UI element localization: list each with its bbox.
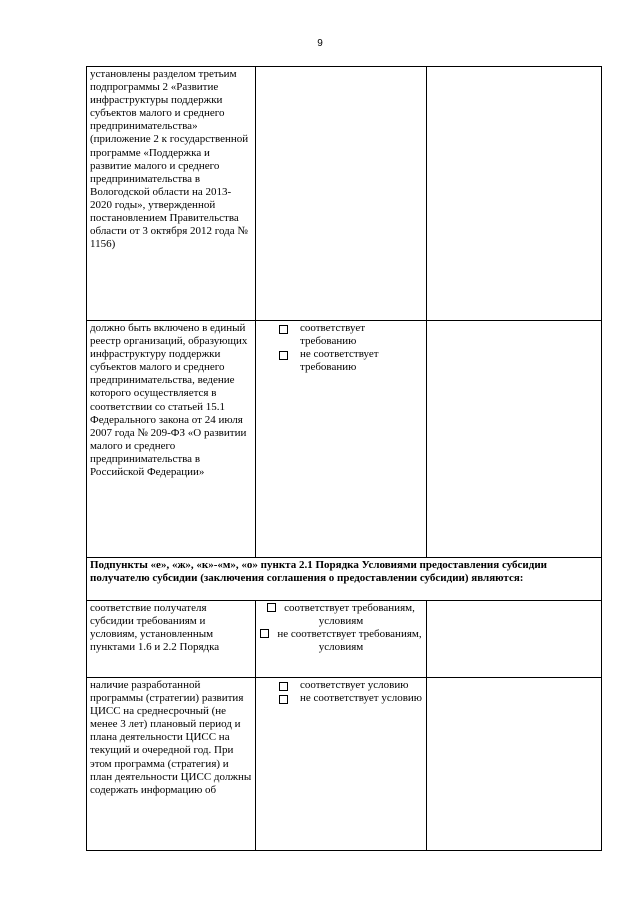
- option-not-complies: [259, 628, 423, 654]
- option-label: не соответствует требованиям, условиям: [277, 628, 422, 654]
- assessment-cell: [256, 678, 427, 851]
- table-row: [87, 321, 602, 558]
- option-not-complies: [259, 692, 423, 705]
- table-row: [87, 678, 602, 851]
- checkbox-icon[interactable]: [279, 682, 288, 691]
- table-row: [87, 601, 602, 678]
- criterion-cell: установлены разделом третьим подпрограммы 2 «Развитие инфраструктуры поддержки субъектов малого и среднего предпринимательства» (приложение 2 к государственной программе «Поддержка и развитие малого и среднего предпринимательства в Вологодской области на 2013-2020 годы», утвержденной постановлением Правительства области от 3 октября 2012 года № 1156): [87, 67, 256, 321]
- section-row: [87, 558, 602, 601]
- checkbox-icon[interactable]: [260, 629, 269, 638]
- criterion-cell: наличие разработанной программы (стратегии) развития ЦИСС на среднесрочный (не менее 3 лет) плановый период и плана деятельности ЦИСС на текущий и очередной год. При этом программа (стратегия) и план деятельности ЦИСС должны содержать информацию об: [87, 678, 256, 851]
- criterion-cell: соответствие получателя субсидии требованиям и условиям, установленным пунктами 1.6 и 2.2 Порядка: [87, 601, 256, 678]
- checkbox-icon[interactable]: [279, 351, 288, 360]
- notes-cell: [427, 67, 602, 321]
- criterion-cell: должно быть включено в единый реестр организаций, образующих инфраструктуру поддержки субъектов малого и среднего предпринимательства, ведение которого осуществляется в соответствии со статьей 15.1 Федерального закона от 24 июля 2007 года № 209-ФЗ «О развитии малого и среднего предпринимательства в Российской Федерации»: [87, 321, 256, 558]
- option-label: не соответствует требованию: [300, 348, 379, 374]
- option-not-complies: [259, 348, 423, 374]
- page-number: 9: [317, 38, 323, 49]
- option-label: соответствует требованию: [300, 322, 366, 348]
- assessment-cell: [256, 321, 427, 558]
- notes-cell: [427, 601, 602, 678]
- notes-cell: [427, 678, 602, 851]
- notes-cell: [427, 321, 602, 558]
- checkbox-icon[interactable]: [279, 325, 288, 334]
- criteria-table: [86, 66, 602, 851]
- section-heading: Подпункты «е», «ж», «к»-«м», «о» пункта 2.1 Порядка Условиями предоставления субсидии получателю субсидии (заключения соглашения о предоставлении субсидии) являются:: [87, 558, 602, 601]
- table-row: [87, 67, 602, 321]
- option-complies: [259, 322, 423, 348]
- option-complies: [259, 679, 423, 692]
- option-complies: [259, 602, 423, 628]
- option-label: соответствует условию: [300, 679, 409, 691]
- option-label: соответствует требованиям, условиям: [284, 602, 415, 628]
- checkbox-icon[interactable]: [267, 603, 276, 612]
- assessment-cell: [256, 601, 427, 678]
- checkbox-icon[interactable]: [279, 695, 288, 704]
- assessment-cell: [256, 67, 427, 321]
- option-label: не соответствует условию: [300, 692, 422, 705]
